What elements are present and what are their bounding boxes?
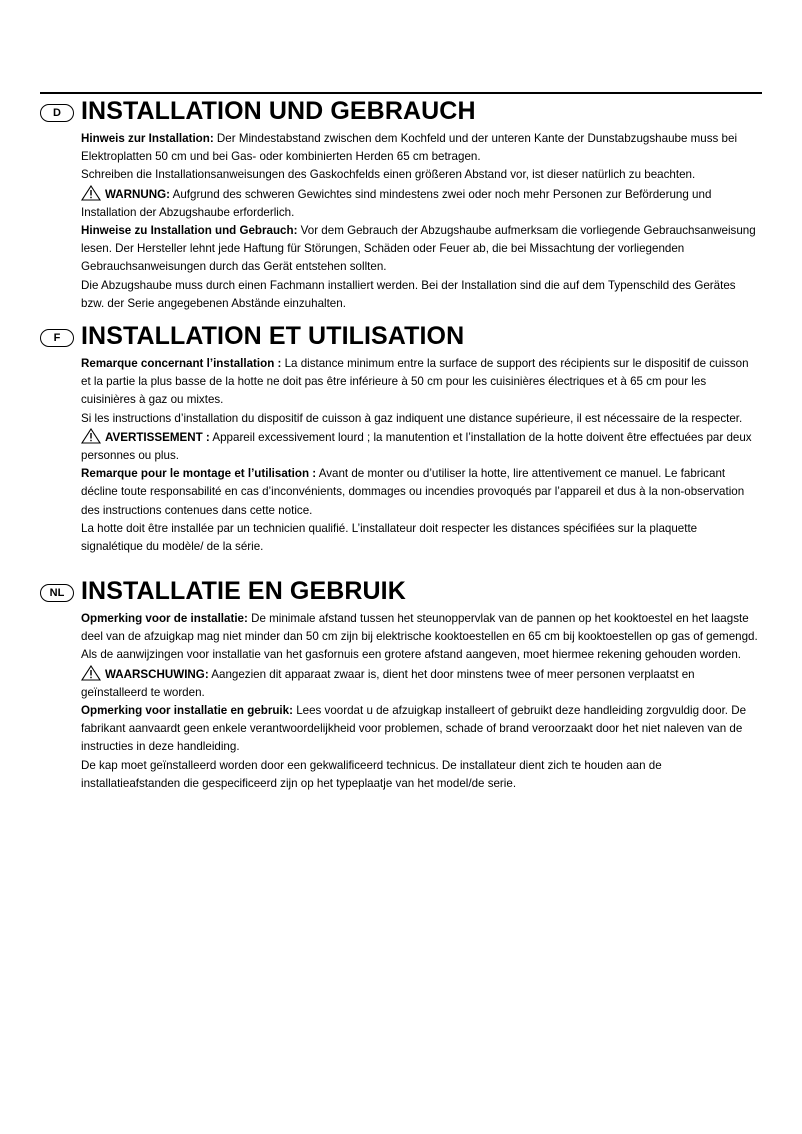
warning-text: Aufgrund des schweren Gewichtes sind mindestens zwei oder noch mehr Personen zur Beförderung und Installation der Abzugshaube erforderlich. [81, 187, 712, 219]
warning-label: WAARSCHUWING: [105, 667, 209, 681]
section-title: INSTALLATION UND GEBRAUCH [81, 97, 476, 125]
installation-note [81, 610, 761, 646]
section-de [40, 98, 762, 313]
warning-note [81, 428, 761, 465]
warning-text: Appareil excessivement lourd ; la manutention et l’installation de la hotte doivent être effectuées par deux personnes ou plus. [81, 430, 752, 463]
section-nl [40, 578, 762, 793]
section-header [40, 98, 762, 128]
section-fr [40, 323, 762, 556]
warning-icon [81, 665, 101, 681]
paragraph: Schreiben die Installationsanweisungen des Gaskochfelds einen größeren Abstand vor, ist dieser natürlich zu beachten. [81, 168, 696, 182]
usage-note [81, 702, 761, 757]
installation-note [81, 130, 761, 166]
installation-note [81, 355, 761, 410]
paragraph: La hotte doit être installée par un technicien qualifié. L’installateur doit respecter les distances spécifiées sur la plaquette signalétique du modèle/ de la série. [81, 521, 698, 554]
section-header [40, 323, 762, 353]
warning-note [81, 185, 761, 222]
note-text: De minimale afstand tussen het steunoppervlak van de pannen op het kooktoestel en het laagste deel van de afzuigkap mag niet minder dan 50 cm zijn bij elektrische kooktoestellen en 65 cm bij kooktoestellen op gas of gemengd. [81, 612, 758, 644]
note-label: Hinweise zu Installation und Gebrauch: [81, 224, 298, 238]
language-badge: D [40, 104, 74, 122]
note-text: Avant de monter ou d’utiliser la hotte, lire attentivement ce manuel. Le fabricant décline toute responsabilité en cas d’inconvénients, dommages ou incendies provoqués par l’appareil et dus à la non-observation des instructions contenues dans cette notice. [81, 467, 745, 517]
usage-note [81, 222, 761, 277]
paragraph: De kap moet geïnstalleerd worden door een gekwalificeerd technicus. De installateur dient zich te houden aan de installatieafstanden die gespecificeerd zijn op het typeplaatje van het model/de serie. [81, 758, 662, 790]
note-label: Remarque pour le montage et l’utilisation : [81, 467, 317, 481]
note-text: La distance minimum entre la surface de support des récipients sur le dispositif de cuisson et la partie la plus basse de la hotte ne doit pas être inférieure à 50 cm pour les cuisinières électriques et à 65 cm pour les cuisinières à gaz ou mixtes. [81, 357, 749, 407]
language-badge: NL [40, 584, 74, 602]
paragraph: Die Abzugshaube muss durch einen Fachmann installiert werden. Bei der Installation sind die auf dem Typenschild des Gerätes bzw. der Serie angegebenen Abstände einzuhalten. [81, 278, 736, 310]
paragraph: Si les instructions d’installation du dispositif de cuisson à gaz indiquent une distance supérieure, il est nécessaire de la respecter. [81, 411, 743, 425]
usage-note [81, 465, 761, 520]
warning-label: AVERTISSEMENT : [105, 430, 210, 444]
warning-label: WARNUNG: [105, 187, 171, 201]
section-body [81, 355, 761, 556]
top-rule [40, 92, 762, 94]
warning-note [81, 665, 761, 702]
note-text: Vor dem Gebrauch der Abzugshaube aufmerksam die vorliegende Gebrauchsanweisung lesen. Der Hersteller lehnt jede Haftung für Störungen, Schäden oder Feuer ab, die bei Missachtung der vorliegenden Gebrauchsanweisungen durch das Gerät entstehen sollten. [81, 224, 756, 274]
note-label: Opmerking voor installatie en gebruik: [81, 704, 293, 718]
note-label: Hinweis zur Installation: [81, 132, 214, 145]
section-body [81, 130, 761, 313]
section-header [40, 578, 762, 608]
warning-icon [81, 428, 101, 444]
note-text: Der Mindestabstand zwischen dem Kochfeld und der unteren Kante der Dunstabzugshaube muss bei Elektroplatten 50 cm und bei Gas- oder kombinierten Herden 65 cm betragen. [81, 132, 738, 164]
section-body [81, 610, 761, 793]
warning-text: Aangezien dit apparaat zwaar is, dient het door minstens twee of meer personen verplaatst en geïnstalleerd te worden. [81, 667, 695, 699]
section-title: INSTALLATION ET UTILISATION [81, 322, 465, 350]
section-title: INSTALLATIE EN GEBRUIK [81, 577, 406, 605]
warning-icon [81, 185, 101, 201]
note-label: Opmerking voor de installatie: [81, 612, 248, 625]
paragraph: Als de aanwijzingen voor installatie van het gasfornuis een grotere afstand aangeven, moet hiermee rekening gehouden worden. [81, 648, 741, 662]
note-label: Remarque concernant l’installation : [81, 357, 282, 370]
language-badge: F [40, 329, 74, 347]
note-text: Lees voordat u de afzuigkap installeert of gebruikt deze handleiding zorgvuldig door. De fabrikant aanvaardt geen enkele verantwoordelijkheid voor problemen, schade of brand veroorzaakt door het niet naleven van de instructies in deze handleiding. [81, 704, 747, 754]
